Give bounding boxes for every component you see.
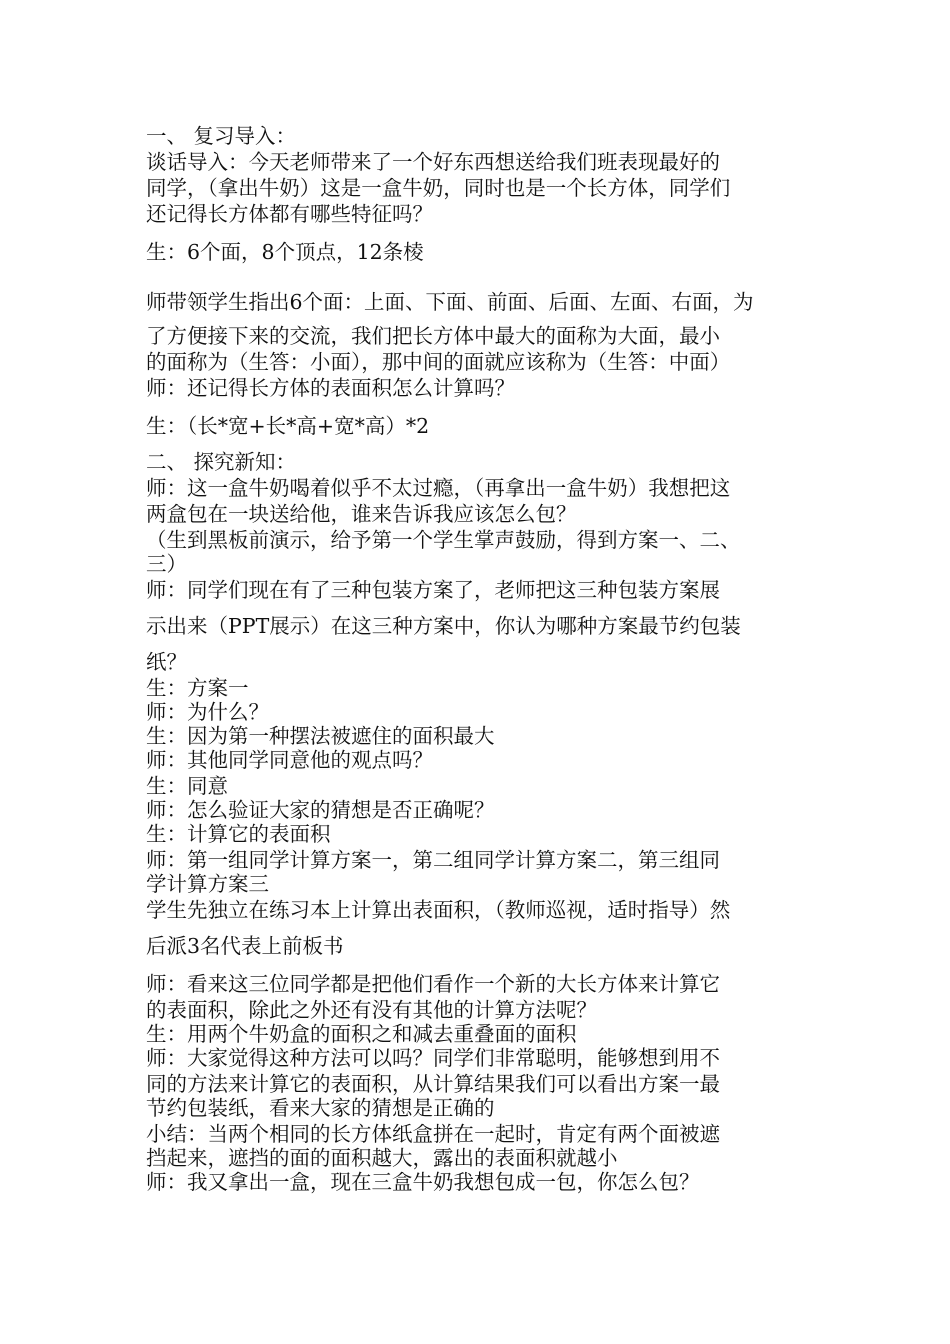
text-line: 师：这一盒牛奶喝着似乎不太过瘾，（再拿出一盒牛奶）我想把这 <box>146 476 731 500</box>
text-line: 一、 复习导入： <box>146 124 297 148</box>
text-line: 同的方法来计算它的表面积，从计算结果我们可以看出方案一最 <box>146 1072 720 1096</box>
text-line: 生：用两个牛奶盒的面积之和减去重叠面的面积 <box>146 1022 577 1046</box>
text-line: 师：还记得长方体的表面积怎么计算吗？ <box>146 376 515 400</box>
text-line: （生到黑板前演示，给予第一个学生掌声鼓励，得到方案一、二、 <box>146 528 741 552</box>
text-line: 师带领学生指出6个面：上面、下面、前面、后面、左面、右面，为 <box>146 290 754 314</box>
text-line: 生：计算它的表面积 <box>146 822 331 846</box>
text-line: 还记得长方体都有哪些特征吗？ <box>146 202 433 226</box>
text-line: 示出来（PPT展示）在这三种方案中，你认为哪种方案最节约包装 <box>146 614 741 638</box>
text-line: 挡起来，遮挡的面的面积越大，露出的表面积就越小 <box>146 1146 618 1170</box>
text-line: 生：（长*宽+长*高+宽*高）*2 <box>146 414 430 438</box>
text-line: 生：方案一 <box>146 676 249 700</box>
text-line: 师：怎么验证大家的猜想是否正确呢？ <box>146 798 495 822</box>
text-line: 谈话导入：今天老师带来了一个好东西想送给我们班表现最好的 <box>146 150 720 174</box>
text-line: 学计算方案三 <box>146 872 269 896</box>
text-line: 了方便接下来的交流，我们把长方体中最大的面称为大面，最小 <box>146 324 720 348</box>
text-line: 生：6个面，8个顶点，12条棱 <box>146 240 424 264</box>
text-line: 师：同学们现在有了三种包装方案了，老师把这三种包装方案展 <box>146 578 720 602</box>
text-line: 纸？ <box>146 650 187 674</box>
text-line: 师：其他同学同意他的观点吗？ <box>146 748 433 772</box>
text-line: 师：为什么？ <box>146 700 269 724</box>
text-line: 师：看来这三位同学都是把他们看作一个新的大长方体来计算它 <box>146 972 720 996</box>
text-line: 生：因为第一种摆法被遮住的面积最大 <box>146 724 495 748</box>
text-line: 二、 探究新知： <box>146 450 297 474</box>
text-line: 生：同意 <box>146 774 228 798</box>
text-line: 学生先独立在练习本上计算出表面积，（教师巡视，适时指导）然 <box>146 898 731 922</box>
text-line: 的表面积，除此之外还有没有其他的计算方法呢？ <box>146 998 597 1022</box>
text-line: 同学，（拿出牛奶）这是一盒牛奶，同时也是一个长方体，同学们 <box>146 176 731 200</box>
text-line: 小结：当两个相同的长方体纸盒拼在一起时，肯定有两个面被遮 <box>146 1122 720 1146</box>
text-line: 师：大家觉得这种方法可以吗？同学们非常聪明，能够想到用不 <box>146 1046 720 1070</box>
text-line: 师：我又拿出一盒，现在三盒牛奶我想包成一包，你怎么包？ <box>146 1170 700 1194</box>
text-line: 后派3名代表上前板书 <box>146 934 344 958</box>
text-line: 的面称为（生答：小面），那中间的面就应该称为（生答：中面） <box>146 350 731 374</box>
text-line: 三） <box>146 552 187 576</box>
text-line: 两盒包在一块送给他，谁来告诉我应该怎么包？ <box>146 502 577 526</box>
text-line: 节约包装纸，看来大家的猜想是正确的 <box>146 1096 495 1120</box>
text-line: 师：第一组同学计算方案一，第二组同学计算方案二，第三组同 <box>146 848 720 872</box>
